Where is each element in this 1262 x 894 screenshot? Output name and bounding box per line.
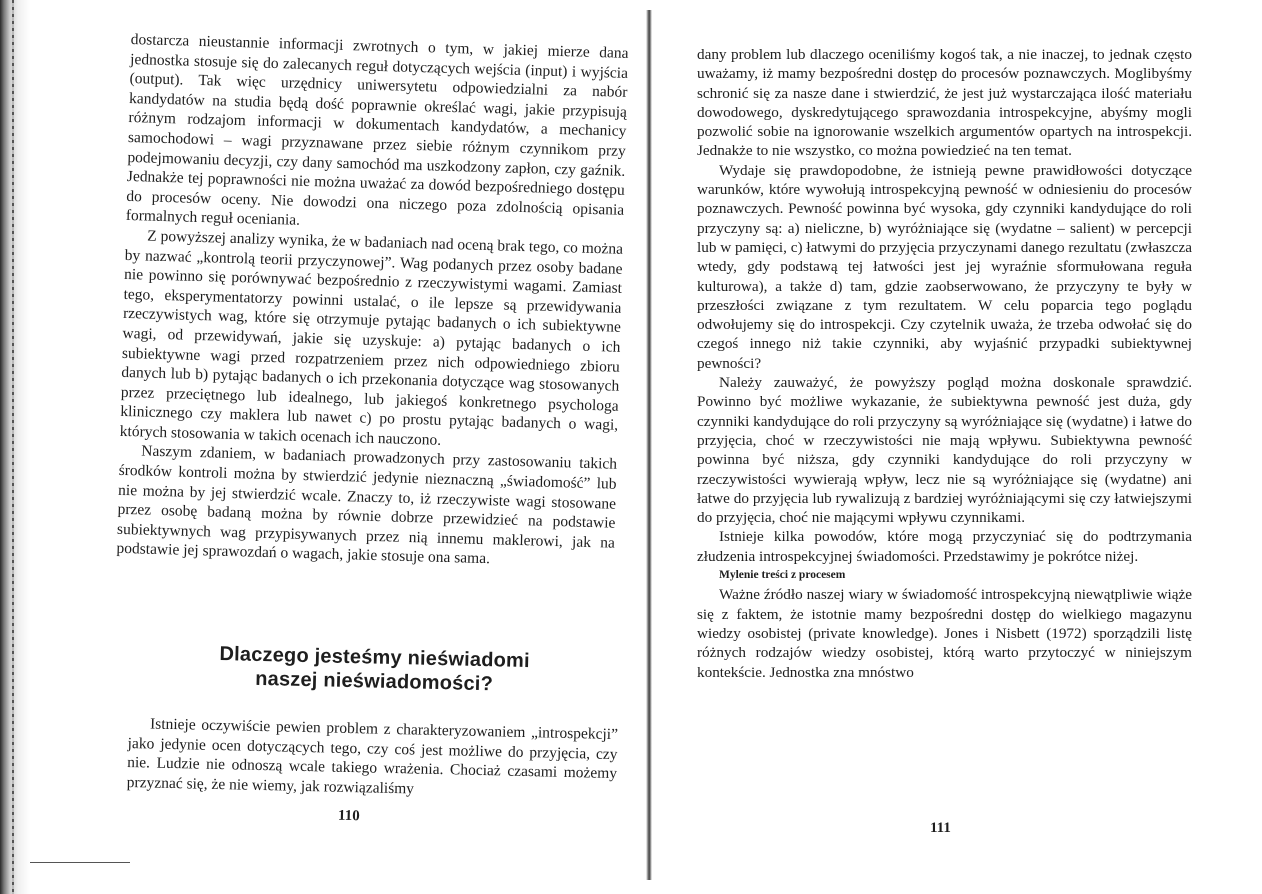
- section-heading-line-1: Dlaczego jesteśmy nieświadomi: [219, 643, 531, 673]
- left-paragraph-2: Z powyższej analizy wynika, że w badaniach nad oceną brak tego, co można by nazwać „kontrolą teorii przyczynowej”. Wag podanych przez osoby badane nie powinno się porównywać bezpośrednio z rzeczywistymi wagami. Zamiast tego, eksperymentatorzy powinni ustalać, o ile lepsze są przewidywania rzeczywistych wag, które się otrzymuje pytając badanych o ich subiektywne wagi, od przewidywań, jakie się uzyskuje: a) pytając badanych o ich subiektywne wagi przed rozpatrzeniem przez nich odpowiedniego zbioru danych lub b) pytając badanych o ich przekonania dotyczące wag stosowanych przez przeciętnego lub idealnego, lub jakiegoś konkretnego psychologa klinicznego czy maklera lub nawet c) po prostu pytając badanych o wagi, których stosowania w takich ocenach ich nauczono.: [119, 227, 624, 449]
- right-lower-paragraph: Ważne źródło naszej wiary w świadomość introspekcyjną niewątpliwie wiąże się z faktem, że istotnie mamy bezpośredni dostęp do wielkiego magazynu wiedzy osobistej (private knowledge). Jones i Nisbett (1972) sporządzili listę różnych rodzajów wiedzy osobistej, którą warto przytoczyć w niniejszym kontekście. Jednostka zna mnóstwo: [697, 586, 1192, 681]
- section-heading-line-2: naszej nieświadomości?: [254, 667, 494, 696]
- scan-artifact-rule: [30, 862, 130, 863]
- left-page-section: [127, 640, 620, 803]
- left-page-number: 110: [337, 807, 360, 825]
- book-gutter: [646, 10, 652, 880]
- left-page-body: [116, 30, 629, 573]
- right-paragraph-2: Wydaje się prawdopodobne, że istnieją pewne prawidłowości dotyczące warunków, które wywołują introspekcyjną pewność w odniesieniu do procesów poznawczych. Pewność powinna być wysoka, gdy czynniki kandydujące do roli przyczyny są: a) nieliczne, b) wyróżniające się (wydatne – salient) w percepcji lub w pamięci, c) łatwymi do przyjęcia przyczynami danego rezultatu (zwłaszcza wtedy, gdy podstawą tej łatwości jest jej wyraźnie sformułowana reguła kulturowa), a także d) tam, gdzie zaobserwowano, że przyczyny te były w przeszłości związane z tym rezultatem. W celu poparcia tego poglądu odwołujemy się do introspekcji. Czy czytelnik uważa, że trzeba odwołać się do czegoś innego niż takie czynniki, aby wyjaśnić przypadki subiektywnej pewności?: [697, 161, 1192, 372]
- book-edge-shadow: [0, 0, 30, 894]
- left-paragraph-3: Naszym zdaniem, w badaniach prowadzonych przy zastosowaniu takich środków kontroli można by stwierdzić jedynie nieznaczną „świadomość” lub nie można by jej stwierdzić wcale. Znaczy to, iż rzeczywiste wagi stosowane przez osobę badaną można by równie dobrze przewidzieć na podstawie subiektywnych wag przypisywanych przez nią innemu maklerowi, jak na podstawie jej sprawozdań o wagach, jakie stosuje ona sama.: [116, 442, 618, 568]
- right-page-number: 111: [930, 820, 951, 836]
- section-heading: [129, 640, 620, 699]
- left-lower-paragraph: Istnieje oczywiście pewien problem z charakteryzowaniem „introspekcji” jako jedynie ocen dotyczących tego, czy coś jest możliwe do przyjęcia, czy nie. Ludzie nie odnoszą wcale takiego wrażenia. Chociaż czasami możemy przyznać się, że nie wiemy, jak rozwiązaliśmy: [126, 715, 619, 798]
- left-paragraph-1: dostarcza nieustannie informacji zwrotnych o tym, w jakiej mierze dana jednostka stosuje się do zalecanych reguł dotyczących wejścia (input) i wyjścia (output). Tak więc urzędnicy uniwersytetu odpowiedzialni za nabór kandydatów na studia będą dość poprawnie określać wagi, jakie przypisują różnym rodzajom informacji w dokumentach kandydatów, a mechanicy samochodowi – wagi przyznawane przez siebie różnym czynnikom przy podejmowaniu decyzji, czy dany samochód ma uszkodzony zapłon, czy gaźnik. Jednakże tej poprawności nie można uważać za dowód bezpośredniego dostępu do procesów oceny. Nie dowodzi ona niczego poza zdolnością opisania formalnych reguł oceniania.: [125, 30, 629, 230]
- right-paragraph-4: Istnieje kilka powodów, które mogą przyczyniać się do podtrzymania złudzenia introspekcyjnej świadomości. Przedstawimy je pokrótce niżej.: [697, 528, 1192, 565]
- right-subheading: Mylenie treści z procesem: [719, 569, 846, 582]
- right-page-body: [697, 45, 1192, 682]
- right-paragraph-1: dany problem lub dlaczego oceniliśmy kogoś tak, a nie inaczej, to jednak często uważamy, iż mamy bezpośredni dostęp do procesów poznawczych. Moglibyśmy schronić się za nasze dane i stwierdzić, że jest już wystarczająca ilość materiału dowodowego, dyskredytującego sprawozdania introspekcyjne, abyśmy mogli pozwolić sobie na ignorowanie wszelkich argumentów opartych na introspekcji. Jednakże to nie wszystko, co można powiedzieć na ten temat.: [697, 46, 1192, 160]
- right-paragraph-3: Należy zauważyć, że powyższy pogląd można doskonale sprawdzić. Powinno być możliwe wykazanie, że subiektywna pewność jest duża, gdy czynniki kandydujące do roli przyczyny są wyróżniające się (wydatne) i łatwe do przyjęcia, choć w rzeczywistości nie mają wpływu. Subiektywna pewność powinna być niższa, gdy czynniki kandydujące do roli przyczyny w rzeczywistości wywierają wpływ, lecz nie są wyróżniające się (wydatne) ani łatwe do przyjęcia lub rywalizują z bardziej wyróżniającymi się czy łatwiejszymi do przyjęcia, choć nie mającymi wpływu czynnikami.: [697, 374, 1192, 527]
